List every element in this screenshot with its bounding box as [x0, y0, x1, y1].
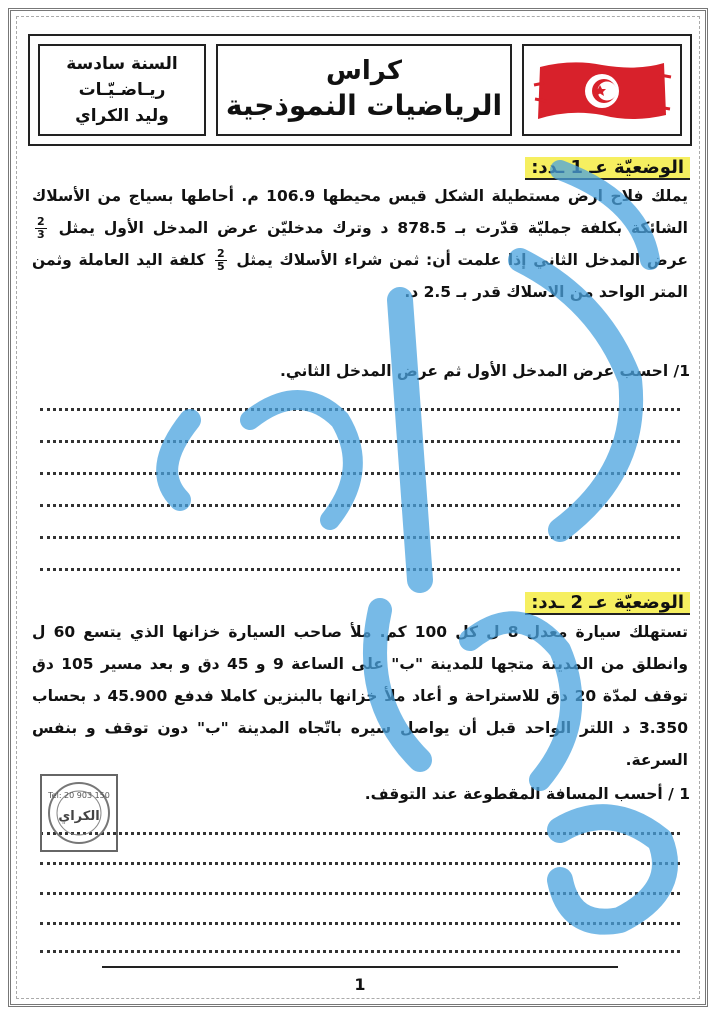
subject-label: ريـاضـيّـات: [78, 80, 166, 100]
situation1-heading: [525, 157, 690, 178]
stamp-name: الكراي: [58, 809, 100, 824]
fraction-two-fifths: $\frac{2}{5}$: [217, 247, 225, 273]
situation1-text-b: عرض المدخل الثاني إذا علمت أن: ثمن شراء الأسلاك يمثل: [236, 251, 689, 269]
answer-line[interactable]: [40, 504, 680, 507]
situation1-text-a: يملك فلاح ارض مستطيلة الشكل قيس محيطها 106.9 م. أحاطها بسياج من الأسلاك الشائكة بكلفة جمليّة قدّرت بـ 878.5 د وترك مدخليّن عرض المدخل الأول يمثل: [32, 187, 688, 237]
answer-line[interactable]: [40, 440, 680, 443]
flag-box: [522, 44, 682, 136]
footer-divider: [102, 966, 618, 968]
answer-line[interactable]: [40, 892, 680, 895]
fraction-two-thirds: $\frac{2}{3}$: [37, 215, 45, 241]
answer-line[interactable]: [40, 862, 680, 865]
situation2-question: 1 / أحسب المسافة المقطوعة عند التوقف.: [364, 785, 690, 803]
info-box: [38, 44, 206, 136]
answer-line[interactable]: [40, 832, 680, 835]
situation1-question: 1/ احسب عرض المدخل الأول ثم عرض المدخل الثاني.: [279, 362, 690, 380]
grade-label: السنة سادسة: [66, 54, 178, 74]
stamp-phone: Tel: 20 903 150: [48, 791, 110, 800]
answer-line[interactable]: [40, 568, 680, 571]
situation2-title: الوضعيّة عـ 2 ـدد:: [525, 592, 690, 615]
situation1-text-c: كلفة اليد العاملة وثمن المتر الواحد من الاسلاك قدر بـ 2.5 د.: [32, 251, 688, 301]
situation1-paragraph: [32, 180, 688, 308]
page-number: 1: [354, 975, 366, 994]
answer-line[interactable]: [40, 472, 680, 475]
situation2-heading: [525, 592, 690, 613]
answer-line[interactable]: [40, 536, 680, 539]
answer-line[interactable]: [40, 408, 680, 411]
tunisia-flag-icon: [532, 55, 672, 125]
answer-line[interactable]: [40, 922, 680, 925]
teacher-label: وليد الكراي: [75, 106, 169, 126]
teacher-stamp: [38, 772, 120, 854]
header: [28, 34, 692, 146]
title-small: كراس: [325, 56, 403, 86]
answer-line[interactable]: [40, 950, 680, 953]
title-box: [216, 44, 512, 136]
title-big: الرياضيات النموذجية: [225, 89, 503, 122]
situation1-title: الوضعيّة عـ 1 ـدد:: [525, 157, 690, 180]
situation2-paragraph: تستهلك سيارة معدل 8 ل كل 100 كم. ملأ صاحب السيارة خزانها الذي يتسع 60 ل وانطلق من المدينة متجها للمدينة "ب" على الساعة 9 و 45 دق و بعد مسير 105 دق توقف لمدّة 20 دق للاستراحة و أعاد ملأ خزانها بالبنزين كاملا فدفع 45.900 د بحساب 3.350 د اللتر الواحد قبل أن يواصل سيره باتّجاه المدينة "ب" دون توقف و بنفس السرعة.: [32, 623, 688, 769]
